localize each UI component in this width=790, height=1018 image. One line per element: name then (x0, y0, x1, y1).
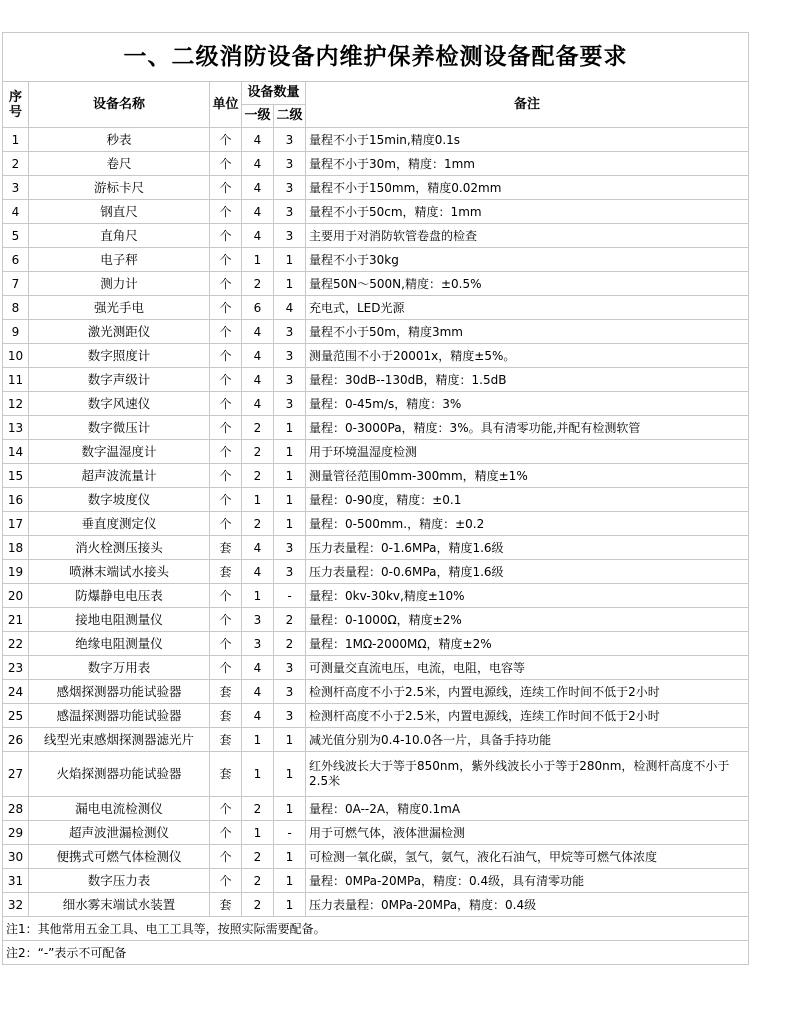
row-number: 14 (3, 440, 29, 464)
note-text: 注1：其他常用五金工具、电工工具等，按照实际需要配备。 (3, 917, 749, 941)
row-number: 7 (3, 272, 29, 296)
row-level2-qty: 3 (274, 320, 306, 344)
row-unit: 个 (210, 656, 242, 680)
row-level2-qty: 2 (274, 632, 306, 656)
row-unit: 个 (210, 320, 242, 344)
header-unit: 单位 (210, 82, 242, 128)
row-number: 6 (3, 248, 29, 272)
row-name: 数字照度计 (29, 344, 210, 368)
row-level1-qty: 2 (242, 464, 274, 488)
note-row (3, 941, 749, 965)
row-level1-qty: 2 (242, 416, 274, 440)
row-level1-qty: 4 (242, 176, 274, 200)
row-number: 23 (3, 656, 29, 680)
row-level1-qty: 2 (242, 797, 274, 821)
row-level2-qty: 2 (274, 608, 306, 632)
row-unit: 个 (210, 608, 242, 632)
row-name: 接地电阻测量仪 (29, 608, 210, 632)
row-unit: 个 (210, 392, 242, 416)
table-row (3, 440, 749, 464)
row-remark: 可检测一氧化碳，氢气，氨气，液化石油气，甲烷等可燃气体浓度 (306, 845, 749, 869)
row-unit: 套 (210, 728, 242, 752)
header-name: 设备名称 (29, 82, 210, 128)
table-row (3, 632, 749, 656)
header-seq (3, 82, 29, 128)
row-number: 27 (3, 752, 29, 797)
row-remark: 量程：0A--2A，精度0.1mA (306, 797, 749, 821)
row-level2-qty: 3 (274, 344, 306, 368)
row-number: 21 (3, 608, 29, 632)
table-row (3, 464, 749, 488)
row-number: 8 (3, 296, 29, 320)
row-level2-qty: 3 (274, 392, 306, 416)
row-level1-qty: 4 (242, 656, 274, 680)
row-number: 30 (3, 845, 29, 869)
row-level1-qty: 4 (242, 536, 274, 560)
table-row (3, 536, 749, 560)
row-name: 漏电电流检测仪 (29, 797, 210, 821)
row-level1-qty: 4 (242, 392, 274, 416)
row-level1-qty: 4 (242, 344, 274, 368)
table-row (3, 368, 749, 392)
row-level2-qty: 1 (274, 869, 306, 893)
row-number: 19 (3, 560, 29, 584)
row-name: 测力计 (29, 272, 210, 296)
row-unit: 个 (210, 152, 242, 176)
row-unit: 套 (210, 893, 242, 917)
row-level2-qty: 1 (274, 248, 306, 272)
row-remark: 量程不小于150mm，精度0.02mm (306, 176, 749, 200)
row-level2-qty: 3 (274, 536, 306, 560)
table-row (3, 752, 749, 797)
table-row (3, 200, 749, 224)
row-level2-qty: 3 (274, 560, 306, 584)
row-remark: 量程：1MΩ-2000MΩ，精度±2% (306, 632, 749, 656)
row-unit: 个 (210, 176, 242, 200)
equipment-sheet (2, 32, 748, 965)
row-level1-qty: 1 (242, 821, 274, 845)
row-unit: 个 (210, 464, 242, 488)
header-remark: 备注 (306, 82, 749, 128)
row-remark: 压力表量程：0-1.6MPa，精度1.6级 (306, 536, 749, 560)
table-row (3, 704, 749, 728)
row-remark: 量程：0-1000Ω，精度±2% (306, 608, 749, 632)
table-row (3, 416, 749, 440)
row-name: 数字万用表 (29, 656, 210, 680)
row-level2-qty: 3 (274, 224, 306, 248)
table-row (3, 248, 749, 272)
row-level1-qty: 2 (242, 869, 274, 893)
row-level2-qty: 1 (274, 893, 306, 917)
row-remark: 量程：0-90度，精度：±0.1 (306, 488, 749, 512)
row-unit: 个 (210, 821, 242, 845)
row-number: 17 (3, 512, 29, 536)
table-row (3, 488, 749, 512)
row-remark: 量程：0-45m/s，精度：3% (306, 392, 749, 416)
row-level1-qty: 4 (242, 560, 274, 584)
row-level1-qty: 6 (242, 296, 274, 320)
row-remark: 量程不小于50m，精度3mm (306, 320, 749, 344)
row-remark: 量程：0MPa-20MPa，精度：0.4级，具有清零功能 (306, 869, 749, 893)
row-remark: 检测杆高度不小于2.5米，内置电源线，连续工作时间不低于2小时 (306, 680, 749, 704)
row-number: 5 (3, 224, 29, 248)
row-remark: 压力表量程：0MPa-20MPa，精度：0.4级 (306, 893, 749, 917)
row-level1-qty: 4 (242, 152, 274, 176)
table-row (3, 128, 749, 152)
row-unit: 个 (210, 368, 242, 392)
row-level2-qty: 3 (274, 368, 306, 392)
row-number: 24 (3, 680, 29, 704)
row-name: 强光手电 (29, 296, 210, 320)
row-name: 火焰探测器功能试验器 (29, 752, 210, 797)
row-remark: 压力表量程：0-0.6MPa，精度1.6级 (306, 560, 749, 584)
row-number: 1 (3, 128, 29, 152)
table-row (3, 152, 749, 176)
row-level1-qty: 3 (242, 608, 274, 632)
row-name: 感烟探测器功能试验器 (29, 680, 210, 704)
row-level1-qty: 2 (242, 845, 274, 869)
row-level1-qty: 4 (242, 368, 274, 392)
row-remark: 量程：0-3000Pa，精度：3%。具有清零功能,并配有检测软管 (306, 416, 749, 440)
row-unit: 个 (210, 797, 242, 821)
row-remark: 充电式，LED光源 (306, 296, 749, 320)
row-unit: 套 (210, 752, 242, 797)
row-level1-qty: 4 (242, 224, 274, 248)
row-remark: 红外线波长大于等于850nm，紫外线波长小于等于280nm，检测杆高度不小于2.5米 (306, 752, 749, 797)
note-row (3, 917, 749, 941)
row-number: 32 (3, 893, 29, 917)
row-unit: 个 (210, 248, 242, 272)
row-number: 31 (3, 869, 29, 893)
table-row (3, 560, 749, 584)
row-unit: 个 (210, 296, 242, 320)
row-name: 感温探测器功能试验器 (29, 704, 210, 728)
row-unit: 个 (210, 845, 242, 869)
row-level2-qty: - (274, 584, 306, 608)
row-name: 激光测距仪 (29, 320, 210, 344)
row-name: 钢直尺 (29, 200, 210, 224)
row-unit: 个 (210, 416, 242, 440)
row-name: 便携式可燃气体检测仪 (29, 845, 210, 869)
equipment-table (2, 32, 749, 965)
row-unit: 个 (210, 224, 242, 248)
row-level1-qty: 4 (242, 704, 274, 728)
row-number: 3 (3, 176, 29, 200)
row-unit: 个 (210, 272, 242, 296)
table-row (3, 656, 749, 680)
row-remark: 量程：0kv-30kv,精度±10% (306, 584, 749, 608)
table-row (3, 344, 749, 368)
table-row (3, 728, 749, 752)
row-unit: 个 (210, 632, 242, 656)
row-level1-qty: 1 (242, 584, 274, 608)
row-name: 秒表 (29, 128, 210, 152)
row-level2-qty: 3 (274, 680, 306, 704)
table-row (3, 893, 749, 917)
table-row (3, 272, 749, 296)
row-number: 4 (3, 200, 29, 224)
row-number: 22 (3, 632, 29, 656)
row-number: 26 (3, 728, 29, 752)
header-level2: 二级 (274, 105, 306, 128)
row-name: 游标卡尺 (29, 176, 210, 200)
row-name: 数字风速仪 (29, 392, 210, 416)
row-remark: 量程50N～500N,精度：±0.5% (306, 272, 749, 296)
table-row (3, 845, 749, 869)
row-name: 超声波泄漏检测仪 (29, 821, 210, 845)
table-row (3, 797, 749, 821)
row-name: 消火栓测压接头 (29, 536, 210, 560)
row-level2-qty: 3 (274, 200, 306, 224)
header-seq-line1: 序 (8, 89, 22, 105)
row-remark: 检测杆高度不小于2.5米，内置电源线，连续工作时间不低于2小时 (306, 704, 749, 728)
row-unit: 个 (210, 440, 242, 464)
row-level1-qty: 2 (242, 272, 274, 296)
note-text: 注2：“-”表示不可配备 (3, 941, 749, 965)
row-unit: 个 (210, 200, 242, 224)
row-remark: 测量管径范围0mm-300mm，精度±1% (306, 464, 749, 488)
row-unit: 个 (210, 344, 242, 368)
row-unit: 个 (210, 128, 242, 152)
row-number: 25 (3, 704, 29, 728)
row-name: 数字坡度仪 (29, 488, 210, 512)
row-level2-qty: 3 (274, 704, 306, 728)
table-row (3, 224, 749, 248)
row-number: 10 (3, 344, 29, 368)
row-level1-qty: 4 (242, 680, 274, 704)
row-number: 29 (3, 821, 29, 845)
row-level2-qty: - (274, 821, 306, 845)
table-row (3, 680, 749, 704)
row-remark: 可测量交直流电压，电流，电阻，电容等 (306, 656, 749, 680)
row-remark: 量程不小于15min,精度0.1s (306, 128, 749, 152)
row-name: 数字声级计 (29, 368, 210, 392)
row-level2-qty: 3 (274, 176, 306, 200)
row-remark: 量程不小于30m，精度：1mm (306, 152, 749, 176)
row-name: 数字微压计 (29, 416, 210, 440)
row-name: 直角尺 (29, 224, 210, 248)
row-level2-qty: 3 (274, 656, 306, 680)
header-seq-line2: 号 (8, 104, 22, 120)
row-name: 超声波流量计 (29, 464, 210, 488)
table-row (3, 320, 749, 344)
row-name: 卷尺 (29, 152, 210, 176)
row-level2-qty: 1 (274, 488, 306, 512)
table-row (3, 608, 749, 632)
row-unit: 个 (210, 488, 242, 512)
header-qty: 设备数量 (242, 82, 306, 105)
table-row (3, 296, 749, 320)
row-level2-qty: 1 (274, 464, 306, 488)
row-unit: 个 (210, 584, 242, 608)
row-name: 防爆静电电压表 (29, 584, 210, 608)
row-unit: 个 (210, 512, 242, 536)
row-level1-qty: 2 (242, 440, 274, 464)
row-unit: 套 (210, 560, 242, 584)
row-name: 线型光束感烟探测器滤光片 (29, 728, 210, 752)
row-remark: 减光值分别为0.4-10.0各一片，具备手持功能 (306, 728, 749, 752)
row-number: 2 (3, 152, 29, 176)
table-row (3, 584, 749, 608)
row-remark: 测量范围不小于20001x，精度±5%。 (306, 344, 749, 368)
row-level2-qty: 1 (274, 416, 306, 440)
row-name: 细水雾末端试水装置 (29, 893, 210, 917)
row-level2-qty: 1 (274, 797, 306, 821)
row-number: 18 (3, 536, 29, 560)
table-row (3, 512, 749, 536)
row-level1-qty: 3 (242, 632, 274, 656)
row-level2-qty: 1 (274, 512, 306, 536)
row-name: 喷淋末端试水接头 (29, 560, 210, 584)
row-unit: 个 (210, 869, 242, 893)
row-level1-qty: 4 (242, 200, 274, 224)
row-name: 垂直度测定仪 (29, 512, 210, 536)
row-level1-qty: 1 (242, 488, 274, 512)
row-level2-qty: 1 (274, 845, 306, 869)
row-number: 15 (3, 464, 29, 488)
row-level2-qty: 4 (274, 296, 306, 320)
row-unit: 套 (210, 704, 242, 728)
row-level2-qty: 1 (274, 728, 306, 752)
row-number: 12 (3, 392, 29, 416)
table-row (3, 869, 749, 893)
row-number: 9 (3, 320, 29, 344)
row-name: 数字温湿度计 (29, 440, 210, 464)
row-name: 电子秤 (29, 248, 210, 272)
row-number: 28 (3, 797, 29, 821)
page-title: 一、二级消防设备内维护保养检测设备配备要求 (3, 33, 749, 82)
row-unit: 套 (210, 536, 242, 560)
row-level1-qty: 2 (242, 512, 274, 536)
row-remark: 量程不小于30kg (306, 248, 749, 272)
row-level1-qty: 1 (242, 752, 274, 797)
table-row (3, 821, 749, 845)
row-remark: 量程不小于50cm，精度：1mm (306, 200, 749, 224)
row-number: 20 (3, 584, 29, 608)
row-unit: 套 (210, 680, 242, 704)
row-remark: 主要用于对消防软管卷盘的检查 (306, 224, 749, 248)
row-name: 绝缘电阻测量仪 (29, 632, 210, 656)
row-number: 11 (3, 368, 29, 392)
row-remark: 用于环境温湿度检测 (306, 440, 749, 464)
row-level1-qty: 1 (242, 248, 274, 272)
table-row (3, 392, 749, 416)
row-level2-qty: 3 (274, 152, 306, 176)
row-level2-qty: 3 (274, 128, 306, 152)
row-level2-qty: 1 (274, 440, 306, 464)
row-remark: 用于可燃气体，液体泄漏检测 (306, 821, 749, 845)
row-level1-qty: 2 (242, 893, 274, 917)
row-level1-qty: 1 (242, 728, 274, 752)
row-remark: 量程：30dB--130dB，精度：1.5dB (306, 368, 749, 392)
row-level2-qty: 1 (274, 272, 306, 296)
row-name: 数字压力表 (29, 869, 210, 893)
row-remark: 量程：0-500mm.，精度：±0.2 (306, 512, 749, 536)
row-number: 16 (3, 488, 29, 512)
row-level1-qty: 4 (242, 128, 274, 152)
row-level1-qty: 4 (242, 320, 274, 344)
row-level2-qty: 1 (274, 752, 306, 797)
header-level1: 一级 (242, 105, 274, 128)
row-number: 13 (3, 416, 29, 440)
table-row (3, 176, 749, 200)
